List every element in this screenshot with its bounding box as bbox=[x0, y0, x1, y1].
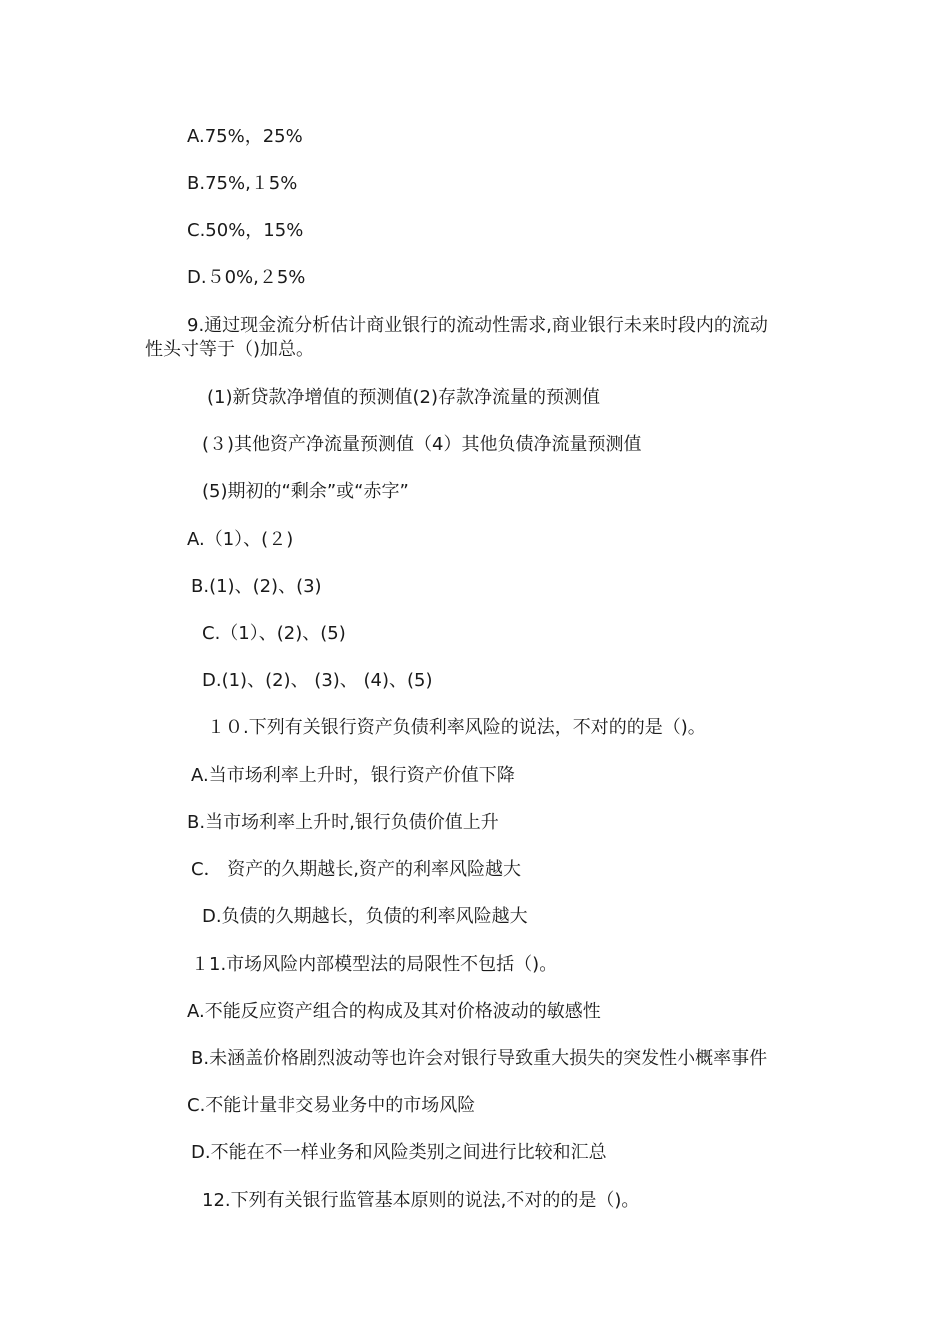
q10-option-b: B.当市场利率上升时,银行负债价值上升 bbox=[187, 812, 499, 833]
q9-option-b: B.(1)、(2)、(3) bbox=[191, 576, 322, 597]
q11-option-d: D.不能在不一样业务和风险类别之间进行比较和汇总 bbox=[191, 1142, 607, 1163]
q8-option-b: B.75%,１5% bbox=[187, 173, 298, 194]
q9-item-3-4: (３)其他资产净流量预测值（4）其他负债净流量预测值 bbox=[202, 434, 642, 455]
q9-item-5: (5)期初的“剩余”或“赤字” bbox=[202, 481, 409, 502]
q10-option-a: A.当市场利率上升时，银行资产价值下降 bbox=[191, 765, 515, 786]
q11-option-a: A.不能反应资产组合的构成及其对价格波动的敏感性 bbox=[187, 1001, 601, 1022]
q9-stem-line1: 9.通过现金流分析估计商业银行的流动性需求,商业银行未来时段内的流动 bbox=[187, 315, 768, 336]
q9-stem-line2: 性头寸等于（)加总。 bbox=[145, 339, 315, 360]
q8-option-c: C.50%，15% bbox=[187, 220, 304, 241]
q9-option-d: D.(1)、(2)、 (3)、 (4)、(5) bbox=[202, 670, 433, 691]
q11-option-c: C.不能计量非交易业务中的市场风险 bbox=[187, 1095, 476, 1116]
q9-option-a: A.（1）、(２) bbox=[187, 529, 294, 550]
q11-stem: １1.市场风险内部模型法的局限性不包括（)。 bbox=[191, 954, 558, 975]
q10-stem: １０.下列有关银行资产负债利率风险的说法，不对的的是（)。 bbox=[207, 717, 706, 738]
q8-option-a: A.75%，25% bbox=[187, 126, 303, 147]
q10-option-c: C． 资产的久期越长,资产的利率风险越大 bbox=[191, 859, 522, 880]
q10-option-d: D.负债的久期越长，负债的利率风险越大 bbox=[202, 906, 528, 927]
q9-option-c: C.（1）、(2)、(5) bbox=[202, 623, 346, 644]
q12-stem: 12.下列有关银行监管基本原则的说法,不对的的是（)。 bbox=[202, 1190, 640, 1211]
q8-option-d: D.５0%,２5% bbox=[187, 267, 306, 288]
q11-option-b: B.未涵盖价格剧烈波动等也许会对银行导致重大损失的突发性小概率事件 bbox=[191, 1048, 768, 1069]
q9-item-1-2: (1)新贷款净增值的预测值(2)存款净流量的预测值 bbox=[207, 387, 600, 408]
